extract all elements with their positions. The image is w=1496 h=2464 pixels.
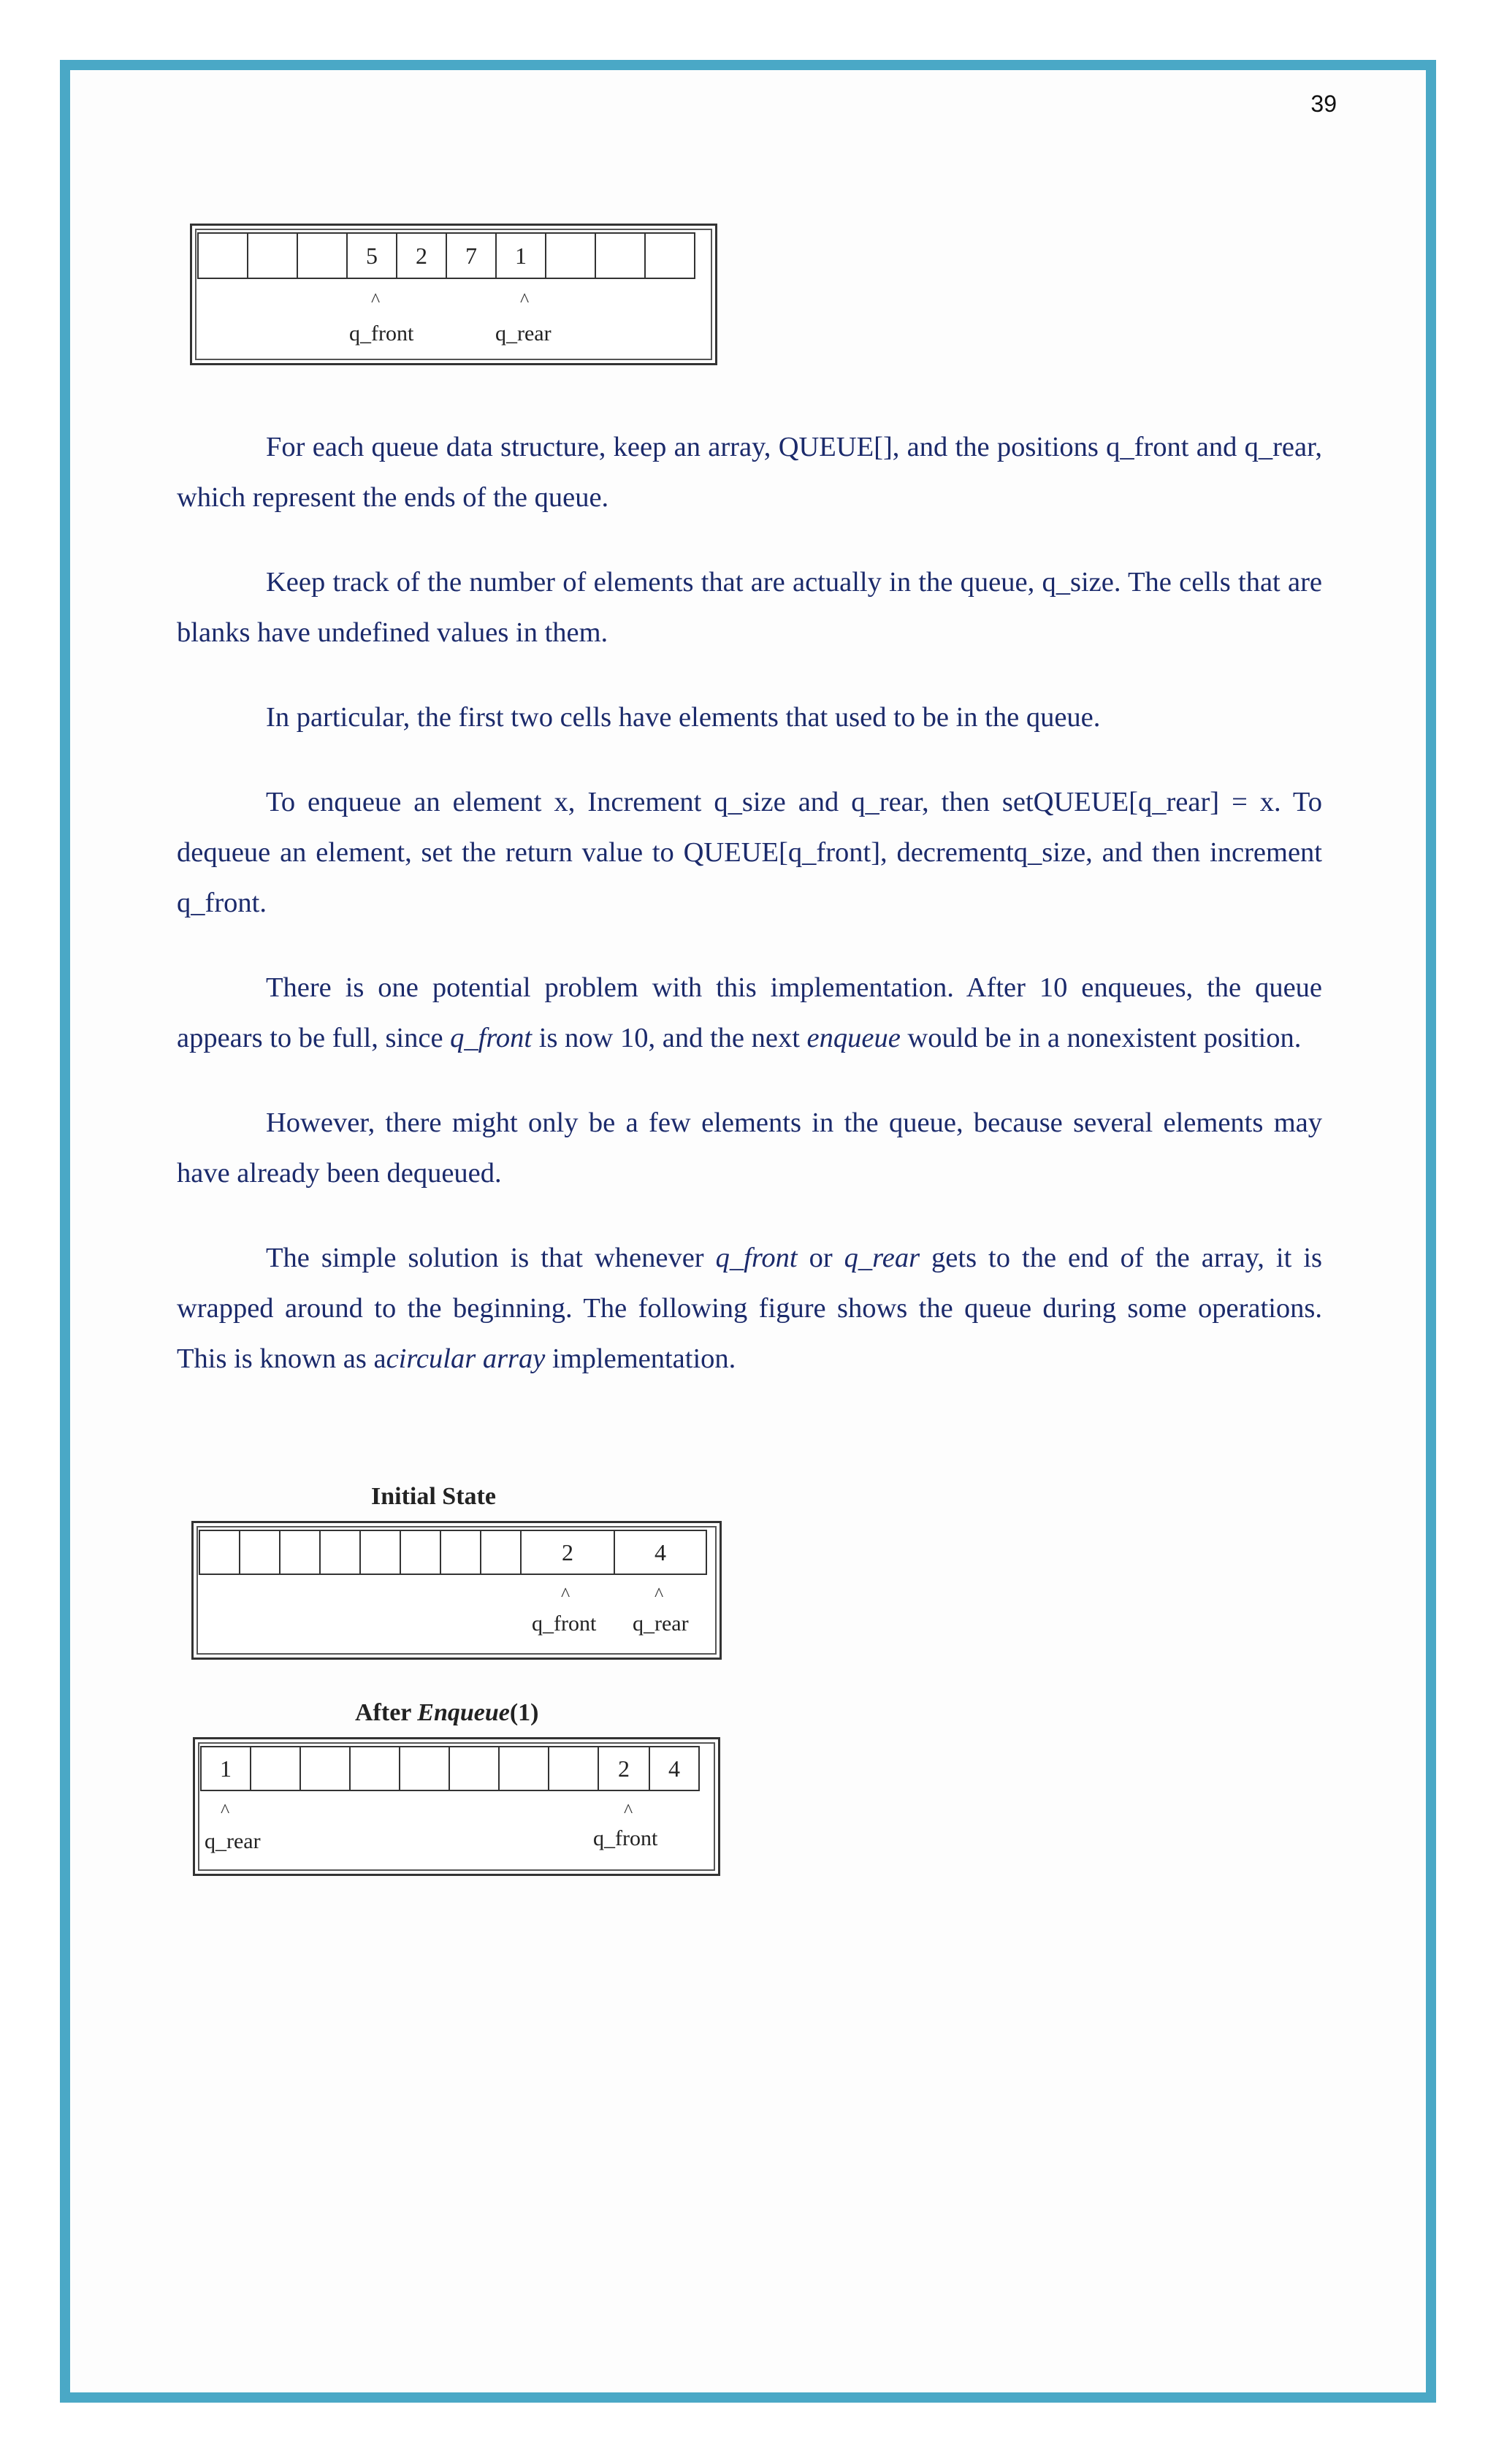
array-cell [299,1746,351,1791]
array-cell: 2 [396,232,447,279]
queue-array-cells [202,1746,700,1791]
page-number: 39 [1310,91,1337,117]
array-cell [440,1530,481,1575]
array-cell [297,232,348,279]
text-run: would be in a nonexistent position. [900,1023,1302,1053]
front-pointer-label: q_front [532,1611,597,1636]
title-run: (1) [509,1699,539,1726]
title-italic-run: Enqueue [417,1699,510,1726]
queue-array-cells [200,1530,707,1575]
paragraph-2: Keep track of the number of elements that are actually in the queue, q_size. The cells that are blanks have undefined values in them. [177,567,1322,648]
array-cell: 5 [346,232,397,279]
array-cell [279,1530,321,1575]
paragraph-7 [177,1233,1322,1384]
text-run: or [797,1243,844,1273]
array-cell [480,1530,522,1575]
paragraph-4: To enqueue an element x, Increment q_size and q_rear, then setQUEUE[q_rear] = x. To dequeue an element, set the return value to QUEUE[q_front], decrementq_size, and then increment q_front. [177,787,1322,918]
text-run: implementation. [545,1343,736,1374]
array-cell [498,1746,549,1791]
rear-pointer-caret: ^ [221,1800,230,1821]
rear-pointer-label: q_rear [205,1829,261,1853]
rear-pointer-caret: ^ [520,289,530,310]
array-cell: 2 [598,1746,650,1791]
text-run: There is one potential problem with this implementation. After 10 enqueues, the queue appears to be full, since [177,972,1322,1053]
array-cell: 4 [614,1530,707,1575]
array-cell [644,232,695,279]
array-cell [239,1530,280,1575]
rear-pointer-caret: ^ [654,1584,664,1605]
paragraph-6: However, there might only be a few elements in the queue, because several elements may have already been dequeued. [177,1107,1322,1189]
rear-pointer-label: q_rear [495,321,552,346]
rear-pointer-label: q_rear [633,1611,689,1636]
paragraph-1: For each queue data structure, keep an array, QUEUE[], and the positions q_front and q_rear, which represent the ends of the queue. [177,432,1322,513]
queue-array-cells [199,232,695,279]
array-cell [400,1530,441,1575]
body-text [177,422,1322,1419]
array-cell [199,1530,240,1575]
array-cell [247,232,298,279]
array-cell [545,232,596,279]
array-cell: 1 [200,1746,251,1791]
front-pointer-label: q_front [593,1826,658,1850]
array-cell [449,1746,500,1791]
italic-term: q_rear [844,1243,920,1273]
text-run: is now 10, and the next [532,1023,807,1053]
front-pointer-caret: ^ [371,289,381,310]
italic-term: circular array [386,1343,546,1374]
italic-term: q_front [715,1243,798,1273]
paragraph-5 [177,963,1322,1064]
array-cell [319,1530,361,1575]
title-run: After [355,1699,418,1726]
front-pointer-caret: ^ [624,1800,633,1821]
array-cell: 1 [495,232,546,279]
array-cell: 7 [446,232,497,279]
array-cell [197,232,248,279]
text-run: The simple solution is that whenever [266,1243,716,1273]
array-cell [399,1746,450,1791]
array-cell [595,232,646,279]
text-run: gets to the end of the array, it is wrapped around to the beginning. The following figure shows the queue during some operations. This is known as a [177,1243,1322,1374]
array-cell [359,1530,401,1575]
array-cell [250,1746,301,1791]
figure-title: Initial State [371,1483,496,1510]
paragraph-3: In particular, the first two cells have elements that used to be in the queue. [266,702,1101,733]
figure-title [355,1699,539,1727]
array-cell [548,1746,599,1791]
array-cell [349,1746,400,1791]
front-pointer-caret: ^ [561,1584,570,1605]
array-cell: 4 [649,1746,700,1791]
italic-term: q_front [450,1023,533,1053]
array-cell: 2 [520,1530,615,1575]
italic-term: enqueue [806,1023,901,1053]
front-pointer-label: q_front [349,321,414,346]
